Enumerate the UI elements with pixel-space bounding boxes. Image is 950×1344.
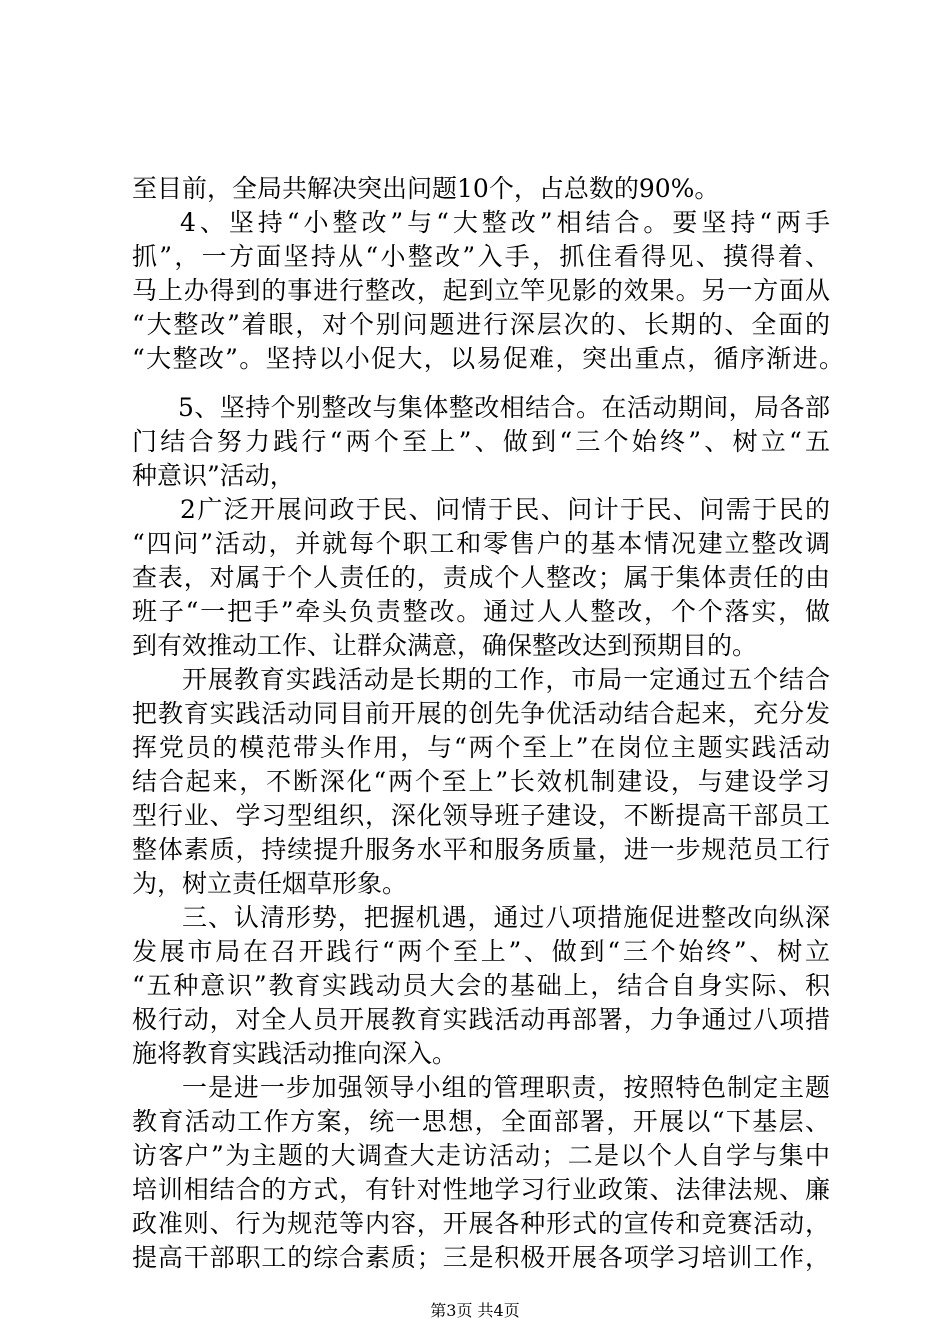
text-line: 为，树立责任烟草形象。	[132, 869, 408, 898]
text-line: “大整改”着眼，对个别问题进行深层次的、长期的、全面的	[132, 310, 830, 339]
text-line: 培训相结合的方式，有针对性地学习行业政策、法律法规、廉	[132, 1175, 830, 1204]
text-line: 访客户”为主题的大调查大走访活动；二是以个人自学与集中	[132, 1141, 830, 1170]
text-line: 型行业、学习型组织，深化领导班子建设，不断提高干部员工	[132, 801, 830, 830]
text-line: 到有效推动工作、让群众满意，确保整改达到预期目的。	[132, 631, 758, 660]
text-line: 4、坚持“小整改”与“大整改”相结合。要坚持“两手	[180, 208, 830, 237]
text-line: 把教育实践活动同目前开展的创先争优活动结合起来，充分发	[132, 699, 830, 728]
text-line: 施将教育实践活动推向深入。	[132, 1039, 458, 1068]
text-line: 种意识”活动，	[132, 461, 295, 490]
text-line: 一是进一步加强领导小组的管理职责，按照特色制定主题	[182, 1073, 830, 1102]
text-line: “四问”活动，并就每个职工和零售户的基本情况建立整改调	[132, 529, 830, 558]
text-line: 2广泛开展问政于民、问情于民、问计于民、问需于民的	[180, 495, 830, 524]
text-line: 三、认清形势，把握机遇，通过八项措施促进整改向纵深	[182, 903, 830, 932]
text-line: 挥党员的模范带头作用，与“两个至上”在岗位主题实践活动	[132, 733, 830, 762]
text-line: 发展市局在召开践行“两个至上”、做到“三个始终”、树立	[132, 937, 830, 966]
text-line: 门结合努力践行“两个至上”、做到“三个始终”、树立“五	[132, 427, 830, 456]
text-line: 开展教育实践活动是长期的工作，市局一定通过五个结合	[182, 665, 830, 694]
text-line: 整体素质，持续提升服务水平和服务质量，进一步规范员工行	[132, 835, 830, 864]
page-number-footer: 第3页 共4页	[430, 1301, 520, 1320]
text-line: 至目前，全局共解决突出问题10个，占总数的90%。	[132, 174, 720, 203]
text-line: 教育活动工作方案，统一思想，全面部署，开展以“下基层、	[132, 1107, 830, 1136]
text-line: 极行动，对全人员开展教育实践活动再部署，力争通过八项措	[132, 1005, 830, 1034]
text-line: “五种意识”教育实践动员大会的基础上，结合自身实际、积	[132, 971, 830, 1000]
text-line: 政准则、行为规范等内容，开展各种形式的宣传和竞赛活动，	[132, 1209, 830, 1238]
text-line: 班子“一把手”牵头负责整改。通过人人整改，个个落实，做	[132, 597, 830, 626]
text-line: 马上办得到的事进行整改，起到立竿见影的效果。另一方面从	[132, 276, 830, 305]
text-line: 查表，对属于个人责任的，责成个人整改；属于集体责任的由	[132, 563, 830, 592]
text-line: 抓”，一方面坚持从“小整改”入手，抓住看得见、摸得着、	[132, 242, 830, 271]
text-line: 5、坚持个别整改与集体整改相结合。在活动期间，局各部	[178, 393, 830, 422]
text-line: 结合起来，不断深化“两个至上”长效机制建设，与建设学习	[132, 767, 830, 796]
text-line: 提高干部职工的综合素质；三是积极开展各项学习培训工作，	[132, 1243, 830, 1272]
text-line: “大整改”。坚持以小促大，以易促难，突出重点，循序渐进。	[132, 344, 844, 373]
